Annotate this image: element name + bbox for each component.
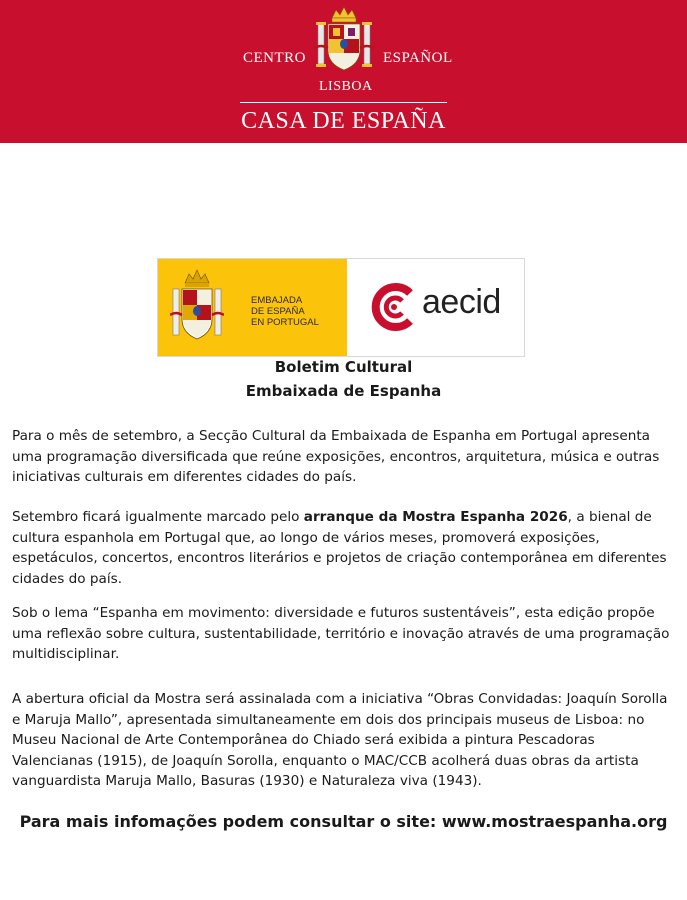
header-subtitle: CASA DE ESPAÑA [241, 108, 446, 134]
paragraph-mostra: Setembro ficará igualmente marcado pelo arranque da Mostra Espanha 2026, a bienal de cultura espanhola em Portugal que, ao longo de vários meses, promoverá exposições, espetáculos, concertos, encontros literários e projetos de criação contemporânea em diferentes cidades do país. [12, 509, 667, 587]
partner-logos [157, 258, 525, 357]
aecid-mark-icon [368, 281, 420, 333]
header-city: LISBOA [319, 79, 373, 94]
bulletin-subtitle: Embaixada de Espanha [245, 382, 442, 400]
header-banner [0, 0, 687, 143]
mostra-highlight: arranque da Mostra Espanha 2026 [303, 509, 568, 525]
embassy-name: EMBAJADA DE ESPAÑA EN PORTUGAL [251, 295, 319, 328]
spain-coat-of-arms-icon [170, 267, 224, 347]
paragraph-opening: A abertura oficial da Mostra será assinalada com a iniciativa “Obras Convidadas: Joaquín Sorolla e Maruja Mallo”, apresentada simultaneamente em dois dos principais museus de Lisboa: no Museu Nacional de Arte Contemporânea do Chiado será exibida a pintura Pescadoras Valencianas (1915), de Joaquín Sorolla, enquanto o MAC/CCB acolherá duas obras da artista vanguardista Maruja Mallo, Basuras (1930) e Naturaleza viva (1943). [12, 691, 668, 789]
embassy-logo [158, 259, 347, 356]
header-espanol: ESPAÑOL [383, 50, 453, 66]
more-info-text: Para mais infomações podem consultar o site: www.mostraespanha.org [19, 812, 668, 831]
spain-coat-of-arms-icon [314, 4, 374, 76]
header-divider [240, 102, 447, 103]
paragraph-intro: Para o mês de setembro, a Secção Cultural da Embaixada de Espanha em Portugal apresenta uma programação diversificada que reúne exposições, encontros, arquitetura, música e outras iniciativas culturais em diferentes cidades do país. [12, 428, 660, 485]
paragraph-theme: Sob o lema “Espanha em movimento: diversidade e futuros sustentáveis”, esta edição propõe uma reflexão sobre cultura, sustentabilidade, território e inovação através de uma programação multidisciplinar. [12, 605, 670, 662]
aecid-logo-text: aecid [422, 283, 501, 321]
header-centro: CENTRO [243, 50, 306, 66]
bulletin-title: Boletim Cultural [274, 358, 413, 376]
